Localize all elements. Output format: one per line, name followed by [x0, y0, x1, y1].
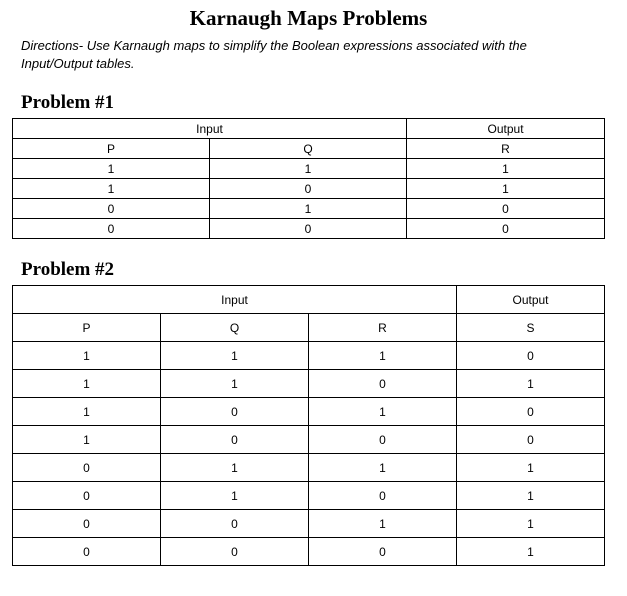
table-cell: 1 [309, 510, 457, 538]
table-row [13, 538, 605, 566]
table-cell: 0 [309, 482, 457, 510]
table-cell: 0 [161, 510, 309, 538]
column-header-row [13, 314, 605, 342]
table-cell: 1 [13, 426, 161, 454]
table-cell: 1 [161, 482, 309, 510]
input-group-label: Input [13, 119, 407, 139]
table-row [13, 482, 605, 510]
table-cell: 0 [457, 342, 605, 370]
problem-2-table [12, 285, 605, 566]
table-cell: 1 [210, 159, 407, 179]
column-header-p: P [13, 139, 210, 159]
table-cell: 0 [13, 199, 210, 219]
problem-2-heading: Problem #2 [21, 259, 115, 280]
input-group-label: Input [13, 286, 457, 314]
table-cell: 1 [13, 159, 210, 179]
table-cell: 0 [161, 538, 309, 566]
table-row [13, 510, 605, 538]
problem-1-table [12, 118, 605, 239]
table-cell: 0 [309, 538, 457, 566]
table-row [13, 219, 605, 239]
table-cell: 0 [13, 538, 161, 566]
table-cell: 1 [210, 199, 407, 219]
table-cell: 0 [210, 219, 407, 239]
page-title: Karnaugh Maps Problems [189, 6, 428, 30]
column-header-r: R [309, 314, 457, 342]
column-header-q: Q [161, 314, 309, 342]
table-cell: 0 [309, 426, 457, 454]
table-cell: 1 [457, 510, 605, 538]
table-cell: 1 [457, 538, 605, 566]
column-header-p: P [13, 314, 161, 342]
table-cell: 1 [13, 370, 161, 398]
column-header-row [13, 139, 605, 159]
table-cell: 0 [457, 426, 605, 454]
table-cell: 1 [457, 482, 605, 510]
column-header-s: S [457, 314, 605, 342]
table-cell: 1 [309, 342, 457, 370]
output-group-label: Output [457, 286, 605, 314]
table-cell: 0 [161, 398, 309, 426]
table-cell: 0 [210, 179, 407, 199]
directions-text: Directions- Use Karnaugh maps to simplify the Boolean expressions associated with the Input/Output tables. [21, 38, 527, 71]
table-cell: 1 [13, 398, 161, 426]
table-cell: 1 [161, 342, 309, 370]
table-row [13, 398, 605, 426]
table-row [13, 199, 605, 219]
group-header-row [13, 119, 605, 139]
table-row [13, 342, 605, 370]
table-cell: 1 [407, 159, 605, 179]
table-cell: 0 [13, 482, 161, 510]
table-row [13, 159, 605, 179]
group-header-row [13, 286, 605, 314]
table-cell: 0 [161, 426, 309, 454]
column-header-r: R [407, 139, 605, 159]
table-row [13, 370, 605, 398]
table-cell: 0 [13, 219, 210, 239]
table-row [13, 179, 605, 199]
table-cell: 1 [309, 454, 457, 482]
table-cell: 0 [407, 199, 605, 219]
table-cell: 1 [161, 454, 309, 482]
column-header-q: Q [210, 139, 407, 159]
output-group-label: Output [407, 119, 605, 139]
table-cell: 0 [309, 370, 457, 398]
table-cell: 1 [407, 179, 605, 199]
problem-1-heading: Problem #1 [21, 92, 115, 113]
table-cell: 1 [13, 342, 161, 370]
table-cell: 1 [13, 179, 210, 199]
table-cell: 0 [457, 398, 605, 426]
table-cell: 1 [457, 454, 605, 482]
table-row [13, 454, 605, 482]
table-cell: 1 [161, 370, 309, 398]
table-cell: 1 [309, 398, 457, 426]
table-cell: 0 [13, 454, 161, 482]
table-cell: 1 [457, 370, 605, 398]
table-cell: 0 [13, 510, 161, 538]
table-cell: 0 [407, 219, 605, 239]
table-row [13, 426, 605, 454]
